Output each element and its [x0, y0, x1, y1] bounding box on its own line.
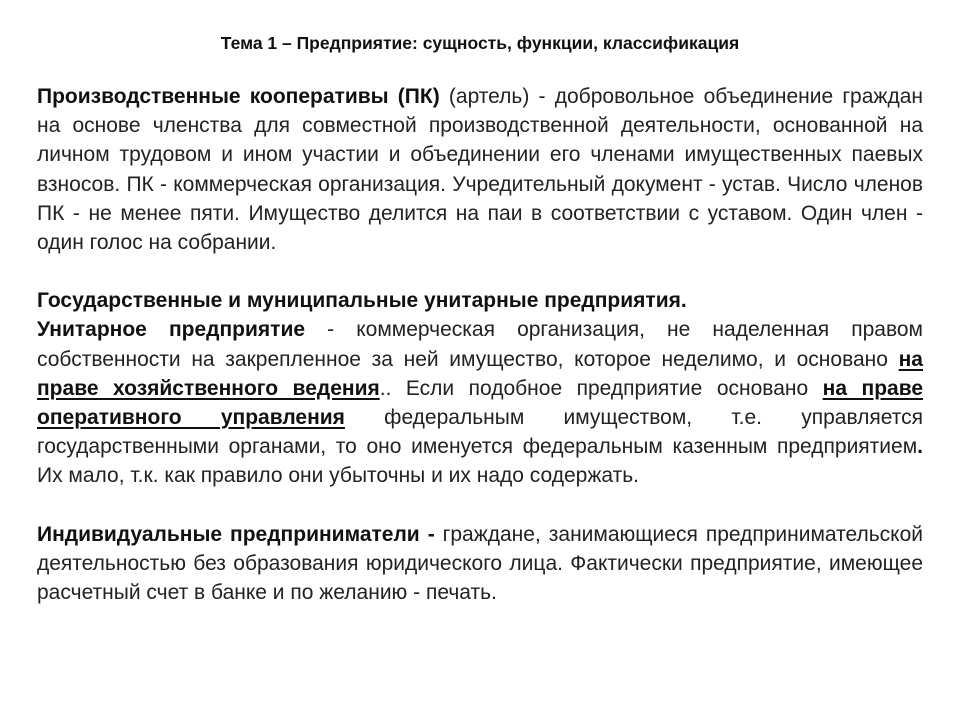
paragraph-gap [37, 257, 923, 286]
slide-title: Тема 1 – Предприятие: сущность, функции, классификация [220, 33, 740, 53]
term-unitary: Унитарное предприятие [37, 318, 306, 342]
paragraph-gap [37, 491, 923, 520]
term-cooperatives: Производственные кооперативы (ПК) [37, 85, 440, 108]
underlined-economic-management-text: на праве хозяйственного ведения [37, 347, 923, 400]
term-entrepreneurs: Индивидуальные предприниматели - [37, 522, 435, 546]
paragraph-cooperatives [37, 82, 923, 257]
text-unitary-1: - коммерческая организация, не наделенная правом собственности на закрепленное за ней имущество, которое неделимо, и основано [37, 318, 923, 371]
paragraph-entrepreneurs [37, 520, 923, 608]
bold-dot: . [917, 435, 923, 459]
paragraph-unitary [37, 315, 923, 490]
text-unitary-2: .. Если подобное предприятие основано [379, 376, 823, 400]
underlined-operational-management-text: на праве оперативного управления [37, 376, 924, 430]
slide-content [37, 82, 923, 607]
text-unitary-3: федеральным имуществом, т.е. управляется государственными органами, то оно именуется федеральным казенным предприятием [37, 406, 923, 459]
heading-unitary-text: Государственные и муниципальные унитарные предприятия. [37, 289, 687, 313]
heading-unitary [37, 286, 923, 315]
text-unitary-4: Их мало, т.к. как правило они убыточны и их надо содержать. [37, 464, 639, 488]
text-entrepreneurs: граждане, занимающиеся предпринимательской деятельностью без образования юридического лица. Фактически предприятие, имеющее расчетный счет в банке и по желанию - печать. [37, 522, 923, 605]
text-cooperatives: (артель) - добровольное объединение граждан на основе членства для совместной производственной деятельности, основанной на личном трудовом и ином участии и объединении его членами имущественных паевых взносов. ПК - коммерческая организация. Учредительный документ - устав. Число членов ПК - не менее пяти. Имущество делится на паи в соответствии с уставом. Один член - один голос на собрании. [37, 85, 923, 255]
